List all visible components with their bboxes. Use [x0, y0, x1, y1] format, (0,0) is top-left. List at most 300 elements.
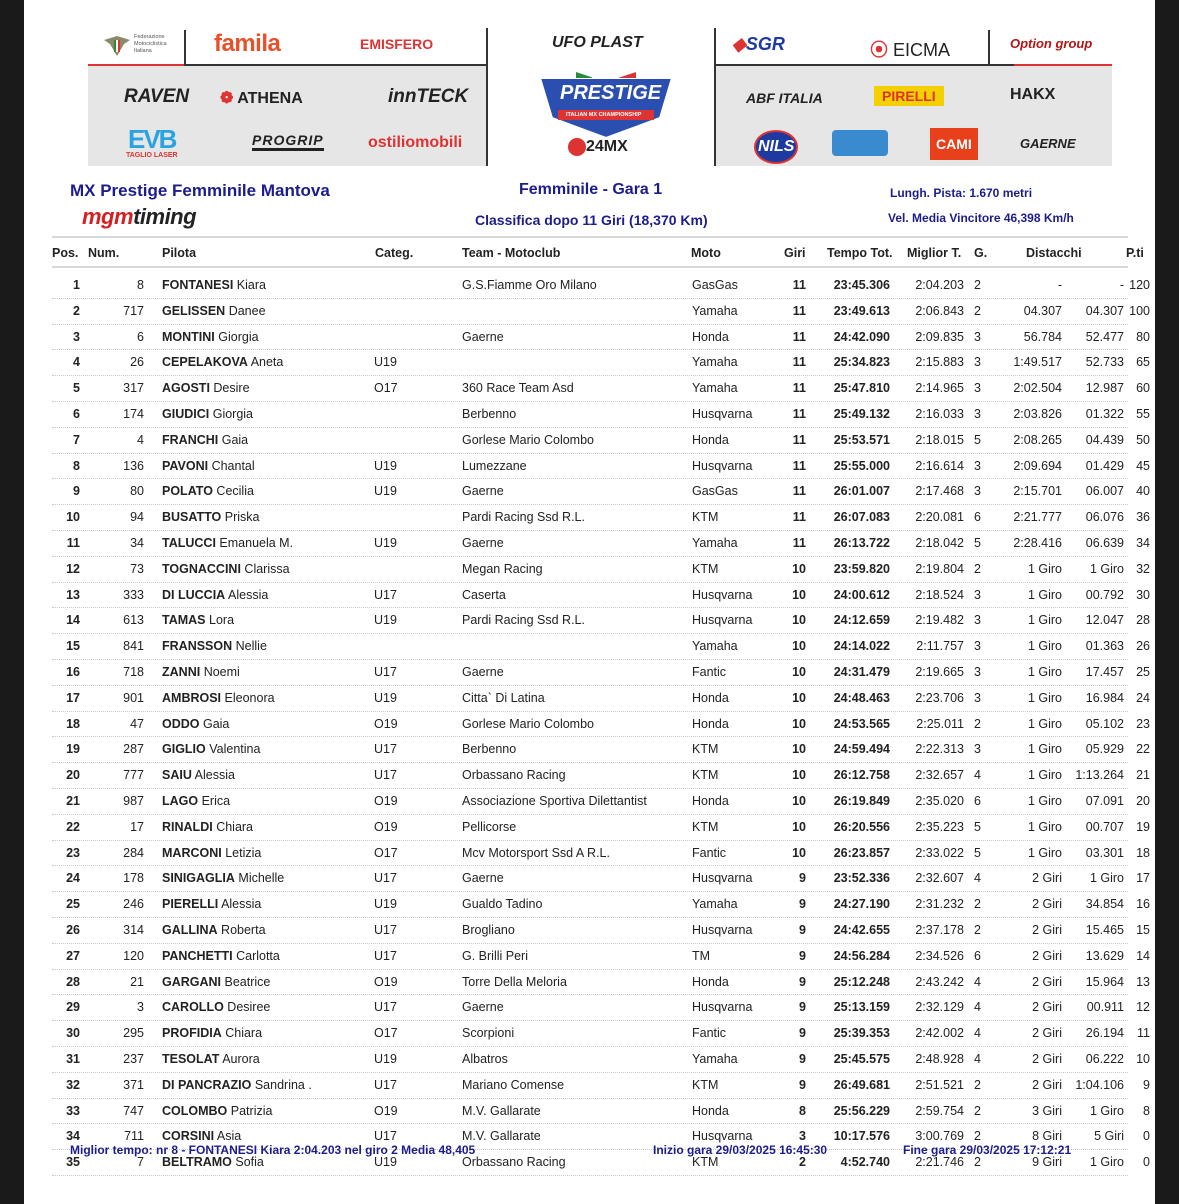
total-time: 24:59.494: [833, 742, 890, 757]
gap-to-leader: 1 Giro: [1027, 845, 1062, 860]
rider-name: [162, 278, 266, 292]
points: 45: [1136, 458, 1150, 473]
table-row: [52, 376, 1150, 402]
sponsor-banner: [88, 28, 1112, 166]
rider-last-name: SAIU: [162, 768, 192, 783]
bike-number: 17: [130, 819, 144, 834]
best-lap-time: 2:16.033: [915, 406, 964, 421]
total-time: 25:55.000: [833, 458, 890, 473]
best-lap-number: 4: [974, 1026, 981, 1041]
rider-first-name: Priska: [224, 510, 260, 525]
motorcycle: Husqvarna: [692, 871, 753, 886]
rider-first-name: Sofia: [235, 1155, 264, 1170]
team-motoclub: 360 Race Team Asd: [462, 381, 574, 396]
evb-logo: EVB: [128, 124, 176, 154]
table-row: [52, 660, 1150, 686]
gap-to-previous: 01.322: [1085, 406, 1124, 421]
best-lap-time: 2:35.020: [915, 793, 964, 808]
best-lap-number: 3: [974, 639, 981, 654]
category: U19: [374, 690, 397, 705]
rider-first-name: Kiara: [236, 278, 266, 292]
best-lap-time: 2:23.706: [915, 690, 964, 705]
rider-first-name: Desire: [213, 381, 250, 396]
rider-name: [162, 820, 253, 834]
total-time: 26:01.007: [833, 484, 890, 499]
points: 18: [1136, 845, 1150, 860]
laps: 9: [799, 1051, 806, 1066]
best-lap-number: 5: [974, 535, 981, 550]
points: 65: [1136, 355, 1150, 370]
col-pos: Pos.: [52, 246, 79, 260]
col-miglior: Miglior T.: [907, 246, 962, 260]
laps: 10: [792, 716, 806, 731]
gap-to-previous: 05.102: [1085, 716, 1124, 731]
bike-number: 295: [123, 1026, 144, 1041]
gap-to-previous: 06.076: [1085, 510, 1124, 525]
emisfero-logo: EMISFERO: [360, 36, 434, 52]
col-team: Team - Motoclub: [462, 246, 561, 260]
category: U17: [374, 871, 397, 886]
total-time: 25:56.229: [833, 1103, 890, 1118]
position: 29: [66, 1000, 80, 1015]
bike-number: 174: [123, 406, 144, 421]
prestige-logo: PRESTIGE: [560, 82, 662, 104]
position: 30: [66, 1026, 80, 1041]
table-row: [52, 712, 1150, 738]
ufo-plast-logo: UFO PLAST: [552, 34, 643, 51]
rider-name: [162, 588, 268, 602]
rider-last-name: GALLINA: [162, 922, 218, 937]
category: U19: [374, 1155, 397, 1170]
best-lap-time: 2:09.835: [915, 329, 964, 344]
divider-header: [52, 266, 1128, 268]
rider-first-name: Noemi: [203, 664, 240, 679]
sgr-text: SGR: [745, 34, 785, 54]
bike-number: 717: [123, 303, 144, 318]
category: U19: [374, 458, 397, 473]
rider-first-name: Michelle: [238, 871, 285, 886]
timing-text: timing: [133, 204, 197, 229]
position: 13: [66, 587, 80, 602]
rider-first-name: Lora: [209, 613, 235, 628]
best-lap-time: 2:18.015: [915, 432, 964, 447]
rider-last-name: LAGO: [162, 793, 199, 808]
rider-last-name: GIGLIO: [162, 742, 206, 757]
rider-last-name: PAVONI: [162, 458, 209, 473]
table-row: [52, 970, 1150, 996]
gap-to-previous: 5 Giri: [1094, 1129, 1124, 1144]
rider-name: [162, 794, 230, 808]
bike-number: 120: [123, 948, 144, 963]
total-time: 26:13.722: [833, 535, 890, 550]
position: 26: [66, 922, 80, 937]
position: 9: [73, 484, 80, 499]
bike-number: 7: [137, 1155, 144, 1170]
rider-first-name: Danee: [228, 303, 266, 318]
bike-number: 777: [123, 768, 144, 783]
points: 24: [1136, 690, 1150, 705]
rider-name: [162, 923, 266, 937]
total-time: 4:52.740: [840, 1155, 890, 1170]
gap-to-previous: 15.964: [1085, 974, 1124, 989]
rider-last-name: DI LUCCIA: [162, 587, 226, 602]
innteck-logo: innTECK: [388, 86, 469, 107]
divider-top: [52, 236, 1128, 238]
rider-name: [162, 613, 234, 627]
col-num: Num.: [88, 246, 120, 260]
table-row: [52, 608, 1150, 634]
ostiliomobili-logo: ostiliomobili: [368, 134, 463, 151]
position: 28: [66, 974, 80, 989]
rider-name: [162, 1078, 312, 1092]
bike-number: 26: [130, 355, 144, 370]
motorcycle: Yamaha: [692, 381, 738, 396]
best-lap-time: 2:16.614: [915, 458, 964, 473]
gap-to-previous: 01.429: [1085, 458, 1124, 473]
gap-to-previous: 1 Giro: [1089, 871, 1124, 886]
gap-to-leader: 1 Giro: [1027, 690, 1062, 705]
rider-first-name: Alessia: [194, 768, 235, 783]
position: 4: [73, 355, 80, 370]
best-lap-time: 2:04.203: [915, 278, 964, 292]
rider-last-name: MARCONI: [162, 845, 222, 860]
best-lap-number: 2: [974, 922, 981, 937]
rider-last-name: CAROLLO: [162, 1000, 224, 1015]
total-time: 25:39.353: [833, 1026, 890, 1041]
best-lap-number: 5: [974, 432, 981, 447]
fmi-logo: [102, 32, 132, 63]
track-length: Lungh. Pista: 1.670 metri: [890, 186, 1033, 200]
category: U17: [374, 587, 397, 602]
category: U17: [374, 1000, 397, 1015]
points: 55: [1136, 406, 1150, 421]
rider-first-name: Eleonora: [224, 690, 275, 705]
category: U19: [374, 897, 397, 912]
motorcycle: GasGas: [692, 278, 738, 292]
rider-last-name: SINIGAGLIA: [162, 871, 235, 886]
gap-to-previous: 1 Giro: [1089, 1155, 1124, 1170]
bike-number: 6: [137, 329, 144, 344]
points: 12: [1136, 1000, 1150, 1015]
gap-to-leader: 56.784: [1023, 329, 1062, 344]
bike-number: 317: [123, 381, 144, 396]
sponsor-panel-center: [488, 28, 714, 166]
race-start-time: Inizio gara 29/03/2025 16:45:30: [653, 1143, 828, 1157]
best-lap-time: 2:33.022: [915, 845, 964, 860]
gap-to-previous: 1 Giro: [1089, 561, 1124, 576]
option-group-logo: Option group: [1010, 36, 1093, 51]
points: 20: [1136, 793, 1150, 808]
rider-last-name: PROFIDIA: [162, 1026, 222, 1041]
best-lap-number: 2: [974, 303, 981, 318]
rider-first-name: Gaia: [221, 432, 249, 447]
bike-number: 901: [123, 690, 144, 705]
rider-first-name: Chiara: [216, 819, 254, 834]
position: 20: [66, 768, 80, 783]
gap-to-previous: 12.047: [1085, 613, 1124, 628]
rider-first-name: Gaia: [202, 716, 230, 731]
motorcycle: Fantic: [692, 845, 727, 860]
total-time: 26:19.849: [833, 793, 890, 808]
table-row: [52, 737, 1150, 763]
gap-to-leader: 2 Giri: [1032, 1051, 1062, 1066]
points: 14: [1136, 948, 1150, 963]
rider-name: [162, 484, 254, 498]
sgr-logo: ◆SGR: [732, 34, 785, 54]
team-motoclub: Citta` Di Latina: [462, 690, 545, 705]
laps: 10: [792, 690, 806, 705]
best-lap-number: 3: [974, 690, 981, 705]
team-motoclub: Berbenno: [462, 742, 517, 757]
mgm-timing-logo: [82, 204, 196, 230]
gap-to-previous: 16.984: [1085, 690, 1124, 705]
best-lap-time: 3:00.769: [915, 1129, 964, 1144]
bike-number: 284: [123, 845, 144, 860]
table-row: [52, 402, 1150, 428]
team-motoclub: Associazione Sportiva Dilettantist: [462, 793, 647, 808]
motorcycle: Honda: [692, 1103, 729, 1118]
best-lap-number: 4: [974, 974, 981, 989]
gap-to-previous: 52.733: [1085, 355, 1124, 370]
laps: 11: [792, 484, 806, 499]
team-motoclub: G.S.Fiamme Oro Milano: [462, 278, 597, 292]
total-time: 24:42.655: [833, 922, 890, 937]
points: 50: [1136, 432, 1150, 447]
total-time: 25:12.248: [833, 974, 890, 989]
gap-to-leader: 1 Giro: [1027, 768, 1062, 783]
rider-name: [162, 407, 253, 421]
gap-to-previous: 15.465: [1085, 922, 1124, 937]
gap-to-previous: 17.457: [1085, 664, 1124, 679]
rider-name: [162, 897, 261, 911]
category: O19: [374, 793, 398, 808]
best-lap-time: 2:34.526: [915, 948, 964, 963]
abf-italia-logo: ABF ITALIA: [746, 90, 823, 106]
best-lap-time: 2:42.002: [915, 1026, 964, 1041]
points: 8: [1143, 1103, 1150, 1118]
gap-to-leader: 1 Giro: [1027, 613, 1062, 628]
best-lap-time: 2:35.223: [915, 819, 964, 834]
category: U17: [374, 1077, 397, 1092]
table-header: [52, 246, 1144, 264]
total-time: 23:49.613: [833, 303, 890, 318]
gap-to-leader: 2:21.777: [1013, 510, 1062, 525]
team-motoclub: Pardi Racing Ssd R.L.: [462, 510, 585, 525]
best-lap-time: 2:19.804: [915, 561, 964, 576]
gap-to-leader: 1 Giro: [1027, 819, 1062, 834]
best-lap-time: 2:18.524: [915, 587, 964, 602]
team-motoclub: Mariano Comense: [462, 1077, 565, 1092]
motorcycle: Honda: [692, 432, 729, 447]
position: 5: [73, 381, 80, 396]
bike-number: 8: [137, 278, 144, 292]
table-row: [52, 866, 1150, 892]
gap-to-previous: 07.091: [1085, 793, 1124, 808]
best-lap-number: 3: [974, 587, 981, 602]
gap-to-leader: 2:09.694: [1013, 458, 1062, 473]
prestige-subtitle: ITALIAN MX CHAMPIONSHIP: [566, 112, 642, 118]
best-lap-number: 2: [974, 716, 981, 731]
best-lap-time: 2:31.232: [915, 897, 964, 912]
rider-first-name: Letizia: [225, 845, 262, 860]
bike-number: 314: [123, 922, 144, 937]
category: U17: [374, 768, 397, 783]
points: 22: [1136, 742, 1150, 757]
gap-to-leader: 2 Giri: [1032, 871, 1062, 886]
race-title: Femminile - Gara 1: [519, 181, 663, 198]
bike-number: 747: [123, 1103, 144, 1118]
points: 16: [1136, 897, 1150, 912]
category: O19: [374, 974, 398, 989]
gap-to-leader: 1:49.517: [1013, 355, 1062, 370]
rider-last-name: GIUDICI: [162, 406, 210, 421]
gap-to-previous: 05.929: [1085, 742, 1124, 757]
best-lap-number: 3: [974, 484, 981, 499]
gap-to-previous: 1:04.106: [1075, 1077, 1124, 1092]
best-lap-time: 2:59.754: [915, 1103, 964, 1118]
total-time: 24:31.479: [833, 664, 890, 679]
gap-to-previous: 06.222: [1085, 1051, 1124, 1066]
points: 40: [1136, 484, 1150, 499]
team-motoclub: Gaerne: [462, 329, 504, 344]
rider-first-name: Cecilia: [216, 484, 254, 499]
category: O17: [374, 381, 398, 396]
team-motoclub: Scorpioni: [462, 1026, 515, 1041]
category: O19: [374, 1103, 398, 1118]
total-time: 26:49.681: [833, 1077, 890, 1092]
total-time: 25:34.823: [833, 355, 890, 370]
position: 1: [73, 278, 80, 292]
position: 15: [66, 639, 80, 654]
total-time: 24:48.463: [833, 690, 890, 705]
team-motoclub: Gaerne: [462, 664, 504, 679]
points: 9: [1143, 1077, 1150, 1092]
bike-number: 80: [130, 484, 144, 499]
laps: 10: [792, 613, 806, 628]
best-lap-number: 6: [974, 510, 981, 525]
gap-to-previous: 00.911: [1086, 1000, 1124, 1015]
rider-last-name: FONTANESI: [162, 278, 234, 292]
total-time: 23:59.820: [833, 561, 890, 576]
points: 11: [1137, 1026, 1150, 1041]
position: 21: [66, 793, 80, 808]
motorcycle: KTM: [692, 819, 719, 834]
rider-last-name: TESOLAT: [162, 1051, 220, 1066]
gap-to-previous: 04.439: [1085, 432, 1124, 447]
best-lap-number: 3: [974, 381, 981, 396]
points: 28: [1136, 613, 1150, 628]
rider-name: [162, 665, 240, 679]
best-lap-time: 2:19.665: [915, 664, 964, 679]
table-row: [52, 789, 1150, 815]
rider-last-name: BUSATTO: [162, 510, 222, 525]
col-distacchi: Distacchi: [1026, 246, 1082, 260]
gap-to-leader: 2 Giri: [1032, 1077, 1062, 1092]
rider-last-name: GARGANI: [162, 974, 222, 989]
gap-to-leader: 2 Giri: [1032, 1000, 1062, 1015]
category: U17: [374, 664, 397, 679]
gap-to-previous: 06.007: [1085, 484, 1124, 499]
total-time: 25:49.132: [833, 406, 890, 421]
position: 32: [66, 1077, 80, 1092]
24mx-text: 24MX: [586, 138, 628, 156]
rider-name: [162, 975, 270, 989]
laps: 11: [792, 278, 806, 292]
bike-number: 94: [130, 510, 144, 525]
team-motoclub: Pellicorse: [462, 819, 517, 834]
total-time: 26:12.758: [833, 768, 890, 783]
total-time: 25:45.575: [833, 1051, 890, 1066]
motorcycle: Yamaha: [692, 1051, 738, 1066]
motorcycle: KTM: [692, 1155, 719, 1170]
eicma-logo: ⦿ EICMA: [870, 40, 951, 60]
mgm-text: mgm: [82, 204, 134, 229]
total-time: 24:53.565: [833, 716, 890, 731]
rider-first-name: Asia: [216, 1129, 242, 1144]
race-end-time: Fine gara 29/03/2025 17:12:21: [903, 1143, 1072, 1157]
position: 11: [66, 535, 80, 550]
category: U17: [374, 742, 397, 757]
motorcycle: KTM: [692, 1077, 719, 1092]
category: O19: [374, 716, 398, 731]
mmd-logo: [832, 130, 888, 156]
pirelli-logo: PIRELLI: [874, 86, 944, 106]
best-lap-number: 3: [974, 613, 981, 628]
rider-first-name: Giorgia: [218, 329, 259, 344]
best-lap-time: 2:20.081: [915, 510, 964, 525]
table-row: [52, 634, 1150, 660]
laps: 10: [792, 768, 806, 783]
laps: 10: [792, 845, 806, 860]
rider-name: [162, 536, 293, 550]
motorcycle: Yamaha: [692, 639, 738, 654]
laps: 11: [792, 458, 806, 473]
bike-number: 21: [130, 974, 144, 989]
rider-name: [162, 691, 275, 705]
gap-to-previous: 13.629: [1085, 948, 1124, 963]
rider-last-name: DI PANCRAZIO: [162, 1077, 252, 1092]
gap-to-leader: 2 Giri: [1032, 897, 1062, 912]
gap-to-leader: 2:28.416: [1013, 535, 1062, 550]
motorcycle: Yamaha: [692, 897, 738, 912]
team-motoclub: Gaerne: [462, 484, 504, 499]
points: 26: [1136, 639, 1150, 654]
position: 10: [66, 510, 80, 525]
bike-number: 237: [123, 1051, 144, 1066]
prestige-shield-icon: [536, 70, 676, 140]
results-page: [24, 0, 1155, 1204]
points: 36: [1136, 510, 1150, 525]
rider-first-name: Chiara: [225, 1026, 263, 1041]
motorcycle: Husqvarna: [692, 1000, 753, 1015]
best-lap-time: 2:14.965: [915, 381, 964, 396]
team-motoclub: Orbassano Racing: [462, 768, 566, 783]
bike-number: 841: [123, 639, 144, 654]
motorcycle: Husqvarna: [692, 406, 753, 421]
best-lap-number: 4: [974, 1051, 981, 1066]
laps: 10: [792, 742, 806, 757]
rider-last-name: FRANCHI: [162, 432, 219, 447]
rider-first-name: Beatrice: [224, 974, 271, 989]
gap-to-previous: 1:13.264: [1075, 768, 1124, 783]
table-row: [52, 841, 1150, 867]
gap-to-previous: 12.987: [1085, 381, 1124, 396]
best-lap-number: 2: [974, 1129, 981, 1144]
gap-to-previous: -: [1119, 278, 1124, 292]
motorcycle: Husqvarna: [692, 922, 753, 937]
rider-name: [162, 1129, 241, 1143]
gap-to-leader: 1 Giro: [1027, 639, 1062, 654]
